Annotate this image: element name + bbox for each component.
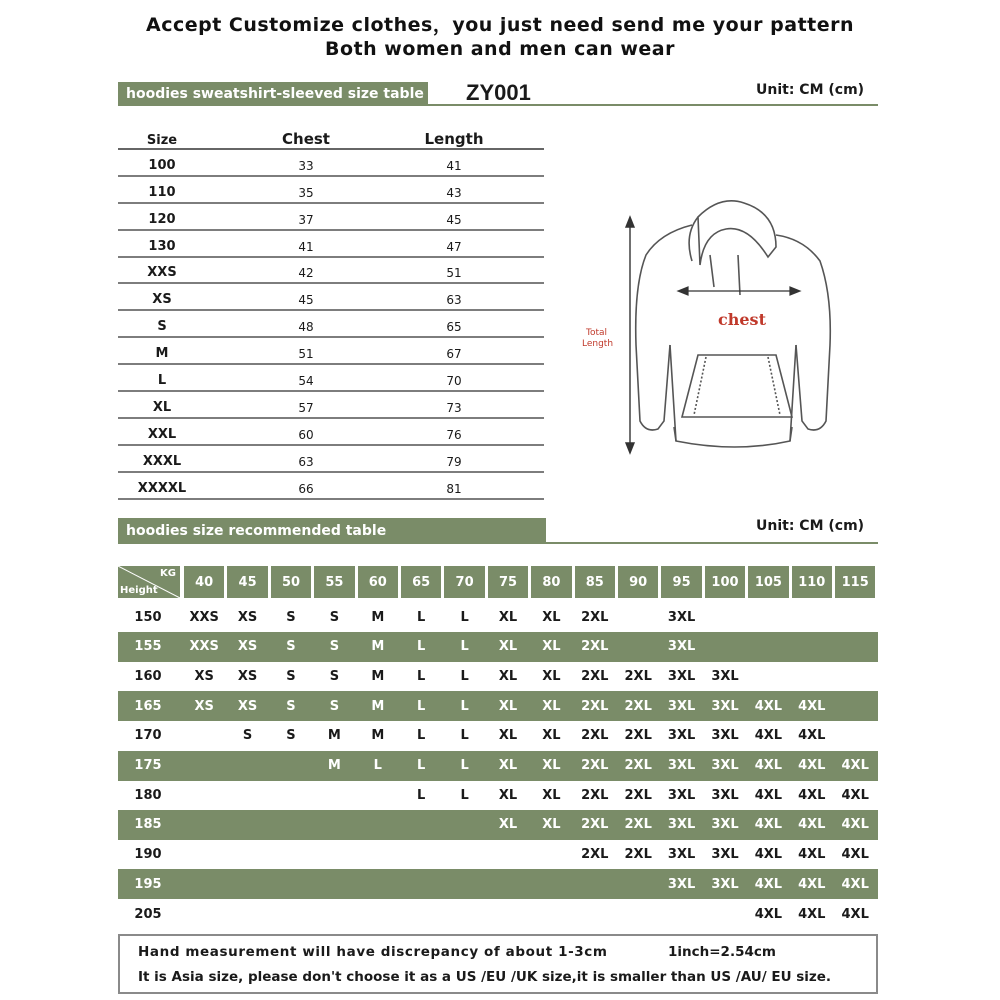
size-row [118,419,544,446]
height-cell: 175 [134,758,162,773]
col-size-header: Size [146,133,178,148]
size-recommend-cell: 3XL [667,668,696,684]
length-cell: 43 [446,185,462,200]
size-recommend-cell: 2XL [624,847,652,863]
size-recommend-cell: M [371,609,385,625]
chest-cell: 41 [298,239,314,254]
size-recommend-cell: 3XL [667,698,696,714]
size-recommend-cell: S [329,639,340,655]
size-recommend-cell [444,869,484,899]
size-recommend-cell [358,869,398,899]
size-recommend-cell: S [329,668,340,684]
size-recommend-cell [401,899,441,929]
size-recommend-cell: 3XL [711,668,739,684]
size-recommend-cell: 4XL [798,758,826,773]
size-recommend-cell: 3XL [667,758,696,773]
length-cell: 76 [446,427,462,442]
height-cell: 165 [134,698,162,714]
size-recommend-cell [835,632,875,662]
size-recommend-cell: 2XL [624,668,652,684]
size-cell: 120 [148,211,176,227]
size-recommend-cell: XL [542,609,561,625]
size-table-header [118,124,544,150]
size-recommend-cell [792,602,832,632]
size-recommend-cell: XL [498,728,518,744]
size-recommend-cell [314,899,354,929]
weight-header-cell: 55 [314,566,354,598]
size-recommend-cell: S [286,609,296,625]
weight-header-cell: 75 [488,566,528,598]
size-recommend-cell [271,869,311,899]
size-recommend-cell: 3XL [667,609,696,625]
weight-header-cell: 95 [661,566,701,598]
size-recommend-cell [531,869,571,899]
size-recommend-cell [705,899,745,929]
size-recommend-cell [835,721,875,751]
size-recommend-cell: 2XL [581,639,609,655]
size-table-body [118,150,544,500]
size-cell: 110 [148,184,176,200]
size-row [118,258,544,285]
size-recommend-cell [227,840,267,870]
chest-cell: 51 [298,347,314,362]
size-recommend-cell: 3XL [711,758,739,773]
height-cell: 190 [134,847,162,863]
size-recommend-cell: 4XL [754,758,783,773]
recommend-row [118,721,878,751]
size-recommend-cell: XL [542,758,561,773]
weight-header-cell: 45 [227,566,267,598]
weight-header-cell: 80 [531,566,571,598]
size-recommend-cell: L [460,668,469,684]
recommend-row [118,751,878,781]
size-recommend-cell [531,840,571,870]
size-recommend-cell: L [417,639,426,655]
size-recommend-cell [227,810,267,840]
size-recommend-cell: 2XL [581,817,609,833]
size-recommend-cell [271,840,311,870]
size-recommend-cell [227,751,267,781]
size-recommend-cell: L [417,668,426,684]
size-cell: XXXL [142,453,182,469]
chest-cell: 42 [298,266,314,281]
size-recommend-cell: S [286,698,296,714]
size-recommend-cell: S [286,639,296,655]
size-recommend-cell: XL [542,728,561,744]
size-recommend-cell: L [460,609,469,625]
size-recommend-cell: 3XL [711,728,739,744]
model-code: ZY001 [466,80,531,105]
size-cell: M [155,346,169,362]
length-cell: 70 [446,374,462,389]
size-recommend-cell: S [329,698,340,714]
size-recommend-cell: S [242,728,253,744]
size-recommend-cell: XXS [189,639,219,655]
size-recommend-cell [835,691,875,721]
size-recommend-cell: L [417,787,426,803]
size-recommend-cell: XL [542,698,561,714]
size-row [118,365,544,392]
size-recommend-cell: XS [194,698,214,714]
recommend-row [118,899,878,929]
weight-header-cell: 105 [748,566,788,598]
size-recommend-cell [184,899,224,929]
size-recommend-cell: 4XL [754,817,783,833]
size-recommend-cell [184,780,224,810]
header-line-2: Both women and men can wear [325,38,675,60]
note-asia-size: It is Asia size, please don't choose it as a US /EU /UK size,it is smaller than US /AU/ EU size. [138,969,832,985]
size-recommend-cell: 3XL [667,847,696,863]
size-recommend-cell: 2XL [581,728,609,744]
weight-header-cell: 60 [358,566,398,598]
size-recommend-cell: 2XL [624,728,652,744]
size-cell: XL [152,399,172,415]
size-recommend-cell: XL [542,787,561,803]
size-recommend-cell [444,840,484,870]
size-recommend-cell: 3XL [711,817,739,833]
recommend-row [118,810,878,840]
note-discrepancy: Hand measurement will have discrepancy of about 1-3cm [138,944,608,960]
size-recommend-cell: L [460,698,469,714]
size-recommend-cell: XXS [189,609,219,625]
size-recommend-cell: XL [542,639,561,655]
size-recommend-cell [401,869,441,899]
size-recommend-cell: 2XL [581,758,609,773]
height-cell: 155 [134,639,162,655]
size-recommend-cell: 4XL [754,876,783,892]
size-recommend-cell [618,602,658,632]
size-cell: L [157,373,167,389]
size-recommend-cell [835,602,875,632]
size-recommend-cell [444,899,484,929]
size-recommend-cell [401,810,441,840]
height-cell: 185 [134,817,162,833]
size-recommend-cell [314,780,354,810]
size-cell: XS [152,292,172,308]
height-cell: 150 [134,609,162,625]
height-cell: 180 [134,787,162,803]
size-recommend-cell: L [417,758,426,773]
size-recommend-cell: 4XL [841,906,869,922]
size-row [118,177,544,204]
length-cell: 67 [446,347,462,362]
size-table-unit: Unit: CM (cm) [756,82,865,98]
size-recommend-cell: L [417,728,426,744]
size-recommend-cell: 4XL [841,817,869,833]
size-recommend-cell: 4XL [754,847,783,863]
size-recommend-cell: XS [237,698,258,714]
size-recommend-cell: 3XL [711,876,739,892]
size-recommend-cell: XL [542,668,561,684]
size-recommend-cell [444,810,484,840]
size-recommend-cell [358,840,398,870]
size-recommend-cell: L [417,698,426,714]
size-recommend-cell: 4XL [754,906,783,922]
size-recommend-cell [358,810,398,840]
size-recommend-cell: 3XL [711,847,739,863]
size-row [118,311,544,338]
chest-cell: 33 [298,158,314,173]
size-recommend-cell: 2XL [581,609,609,625]
size-recommend-cell [748,632,788,662]
size-recommend-cell: 3XL [711,698,739,714]
weight-header-cell: 50 [271,566,311,598]
size-recommend-cell: 3XL [711,787,739,803]
notes-box [118,934,878,994]
recommend-row [118,632,878,662]
size-recommend-cell: XS [237,668,258,684]
length-cell: 63 [446,293,462,308]
recommend-row [118,780,878,810]
col-chest-header: Chest [282,130,330,148]
size-recommend-cell: 3XL [667,639,696,655]
size-recommend-cell: M [327,728,341,744]
size-recommend-cell: XL [498,639,518,655]
size-recommend-cell [227,869,267,899]
size-recommend-cell: 4XL [798,817,826,833]
size-recommend-cell: 4XL [798,698,826,714]
size-recommend-cell: 3XL [667,787,696,803]
size-table [118,124,544,500]
chest-cell: 54 [298,374,314,389]
corner-cell [118,566,180,598]
chest-cell: 60 [298,427,314,442]
size-recommend-cell: 4XL [754,728,783,744]
size-recommend-cell [314,869,354,899]
size-recommend-cell: M [371,639,385,655]
size-recommend-cell: 2XL [581,787,609,803]
size-recommend-cell: M [371,668,385,684]
size-recommend-cell: L [460,728,469,744]
length-label-2: Length [582,339,614,349]
size-cell: XXL [147,426,177,442]
length-cell: 45 [446,212,462,227]
size-recommend-cell [705,632,745,662]
chest-cell: 35 [298,185,314,200]
size-cell: S [157,319,167,335]
size-recommend-cell: S [286,728,296,744]
size-recommend-cell [184,869,224,899]
size-recommend-cell: 2XL [624,817,652,833]
size-recommend-cell [358,899,398,929]
size-recommend-cell: 2XL [624,787,652,803]
col-length-header: Length [424,130,484,148]
chest-cell: 48 [298,320,314,335]
size-recommend-cell: S [329,609,340,625]
size-recommend-cell [488,840,528,870]
note-conversion: 1inch=2.54cm [668,944,776,960]
weight-header-cell: 90 [618,566,658,598]
size-recommend-cell [184,751,224,781]
weight-header-cell: 65 [401,566,441,598]
size-recommend-cell: 4XL [798,906,826,922]
size-recommend-cell: M [371,728,385,744]
size-table-title: hoodies sweatshirt-sleeved size table [118,82,428,106]
size-recommend-cell [792,632,832,662]
size-recommend-cell: XL [498,758,518,773]
recommend-table-header [118,566,878,598]
size-recommend-cell [271,780,311,810]
size-recommend-cell [618,899,658,929]
size-recommend-cell [227,780,267,810]
size-row [118,338,544,365]
chest-cell: 63 [298,454,314,469]
size-recommend-cell [271,751,311,781]
size-recommend-cell: 4XL [841,787,869,803]
length-cell: 79 [446,454,462,469]
recommend-table-unit: Unit: CM (cm) [756,518,865,534]
height-cell: 170 [134,728,162,744]
length-cell: 47 [446,239,462,254]
size-recommend-cell [792,661,832,691]
size-row [118,446,544,473]
size-recommend-cell [184,840,224,870]
length-cell: 51 [446,266,462,281]
chest-cell: 45 [298,293,314,308]
weight-header-cell: 110 [792,566,832,598]
length-label-1: Total [586,328,608,338]
size-recommend-cell [488,899,528,929]
size-recommend-cell: XL [498,668,518,684]
weight-header-cell: 100 [705,566,745,598]
size-recommend-cell: 3XL [667,876,696,892]
size-row [118,473,544,500]
recommend-row [118,661,878,691]
size-recommend-cell [184,721,224,751]
size-recommend-cell: 4XL [798,847,826,863]
size-recommend-cell: L [460,787,469,803]
size-cell: 100 [148,157,176,173]
size-recommend-cell: 4XL [798,876,826,892]
chest-cell: 66 [298,481,314,496]
size-recommend-cell [835,661,875,691]
size-recommend-cell [401,840,441,870]
recommend-table-title: hoodies size recommended table [118,518,546,544]
hoodie-diagram [580,195,860,460]
size-recommend-cell: XL [498,787,518,803]
size-recommend-cell: M [327,758,341,773]
size-recommend-cell: XS [194,668,214,684]
size-recommend-cell [271,810,311,840]
size-recommend-cell: 4XL [798,787,826,803]
size-recommend-cell [618,869,658,899]
size-row [118,204,544,231]
size-recommend-cell: L [417,609,426,625]
height-cell: 160 [134,668,162,684]
size-recommend-cell: XL [498,817,518,833]
size-cell: XXS [147,265,177,281]
size-recommend-cell: L [460,639,469,655]
size-recommend-cell: XS [237,639,258,655]
size-recommend-cell: 4XL [841,758,869,773]
size-recommend-cell: 3XL [667,728,696,744]
size-recommend-cell [488,869,528,899]
size-recommend-cell: M [371,698,385,714]
size-row [118,392,544,419]
height-cell: 195 [134,876,162,892]
size-recommend-cell [314,810,354,840]
size-recommend-cell: 2XL [624,758,652,773]
weight-header-cell: 40 [184,566,224,598]
size-recommend-cell: L [373,758,382,773]
recommend-row [118,840,878,870]
size-recommend-cell: XL [498,698,518,714]
size-cell: 130 [148,238,176,254]
length-cell: 73 [446,400,462,415]
size-recommend-cell: XS [237,609,258,625]
size-recommend-cell: L [460,758,469,773]
size-recommend-cell [618,632,658,662]
size-recommend-cell [227,899,267,929]
length-cell: 65 [446,320,462,335]
size-row [118,150,544,177]
corner-kg-label: KG [160,568,176,579]
size-recommend-cell: 4XL [754,698,783,714]
size-recommend-cell: 4XL [754,787,783,803]
chest-label: chest [718,310,766,329]
size-recommend-cell [314,840,354,870]
size-recommend-cell [271,899,311,929]
hoodie-drawing [580,195,860,460]
size-recommend-cell [661,899,701,929]
size-cell: XXXXL [137,480,187,496]
height-cell: 205 [134,906,162,922]
header-line-1: Accept Customize clothes，you just need send me your pattern [145,14,855,36]
recommend-row [118,602,878,632]
weight-header-cell: 115 [835,566,875,598]
chest-cell: 37 [298,212,314,227]
recommend-table-divider [118,542,878,544]
size-recommend-cell [705,602,745,632]
size-recommend-cell: 4XL [841,847,869,863]
length-cell: 41 [446,158,462,173]
recommend-row [118,691,878,721]
size-recommend-cell: 2XL [581,668,609,684]
weight-header-cell: 85 [575,566,615,598]
size-row [118,231,544,258]
recommend-row [118,869,878,899]
size-recommend-cell [575,869,615,899]
size-recommend-cell: S [286,668,296,684]
size-recommend-cell [748,602,788,632]
size-recommend-cell [748,661,788,691]
size-recommend-cell [358,780,398,810]
chest-cell: 57 [298,400,314,415]
weight-header-cell: 70 [444,566,484,598]
size-recommend-cell [575,899,615,929]
size-recommend-cell: XL [542,817,561,833]
size-recommend-cell: 2XL [581,847,609,863]
size-row [118,284,544,311]
size-recommend-cell: 4XL [798,728,826,744]
length-cell: 81 [446,481,462,496]
size-recommend-cell [184,810,224,840]
size-recommend-cell: 2XL [624,698,652,714]
size-recommend-cell: XL [498,609,518,625]
corner-height-label: Height [120,585,158,596]
size-recommend-cell: 4XL [841,876,869,892]
size-recommend-cell: 3XL [667,817,696,833]
size-recommend-cell [531,899,571,929]
size-recommend-cell: 2XL [581,698,609,714]
